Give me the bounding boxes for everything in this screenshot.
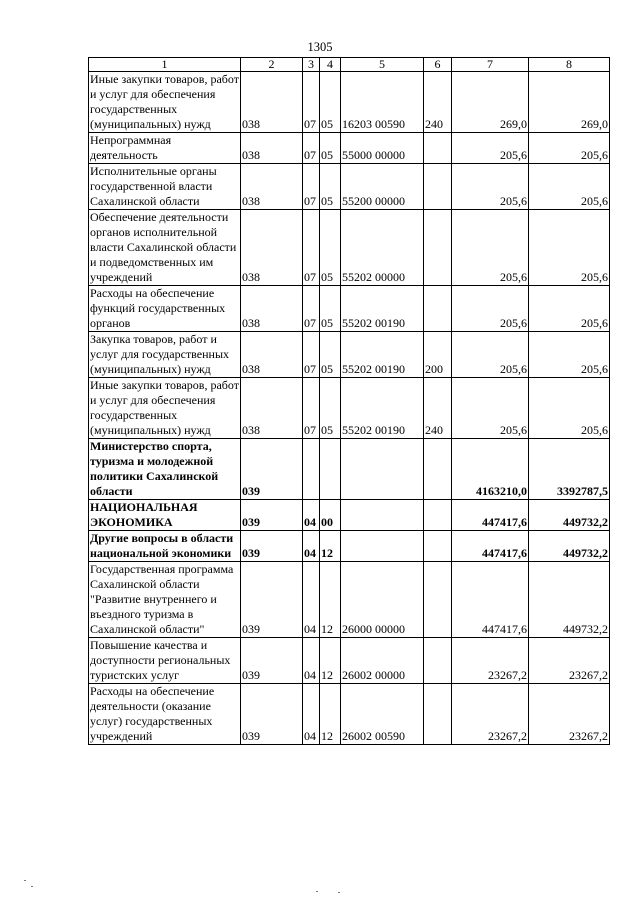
value-col7: 4163210,0: [452, 439, 529, 500]
value-col8: 205,6: [529, 210, 610, 286]
section-code: 07: [303, 332, 320, 378]
target-article: 55000 00000: [341, 133, 424, 164]
expense-kind: [424, 210, 452, 286]
value-col7: 205,6: [452, 164, 529, 210]
ministry-code: 038: [241, 210, 303, 286]
column-header: 5: [341, 58, 424, 72]
column-header: 2: [241, 58, 303, 72]
row-name: Обеспечение деятельности органов исполнительной власти Сахалинской области и подведомственных им учреждений: [89, 210, 241, 286]
section-code: 07: [303, 133, 320, 164]
table-row: [89, 210, 610, 286]
value-col7: 447417,6: [452, 500, 529, 531]
value-col8: 205,6: [529, 164, 610, 210]
table-row: [89, 164, 610, 210]
ministry-code: 038: [241, 133, 303, 164]
column-header: 4: [320, 58, 341, 72]
row-name: Непрограммная деятельность: [89, 133, 241, 164]
table-row: [89, 638, 610, 684]
target-article: 55202 00190: [341, 378, 424, 439]
subsection-code: 12: [320, 531, 341, 562]
row-name: Государственная программа Сахалинской области "Развитие внутреннего и въездного туризма в Сахалинской области": [89, 562, 241, 638]
value-col7: 205,6: [452, 210, 529, 286]
value-col7: 205,6: [452, 378, 529, 439]
ministry-code: 038: [241, 332, 303, 378]
value-col8: 269,0: [529, 72, 610, 133]
value-col8: 205,6: [529, 286, 610, 332]
subsection-code: 05: [320, 72, 341, 133]
section-code: 04: [303, 500, 320, 531]
expense-kind: 200: [424, 332, 452, 378]
table-row: [89, 439, 610, 500]
ministry-code: 038: [241, 286, 303, 332]
target-article: 55202 00000: [341, 210, 424, 286]
value-col7: 205,6: [452, 286, 529, 332]
target-article: 55200 00000: [341, 164, 424, 210]
row-name: Расходы на обеспечение деятельности (оказание услуг) государственных учреждений: [89, 684, 241, 745]
subsection-code: 05: [320, 164, 341, 210]
column-header: 3: [303, 58, 320, 72]
target-article: 26002 00000: [341, 638, 424, 684]
ministry-code: 039: [241, 562, 303, 638]
subsection-code: 05: [320, 378, 341, 439]
budget-table: [88, 57, 610, 745]
value-col8: 449732,2: [529, 531, 610, 562]
section-code: 07: [303, 378, 320, 439]
column-header: 7: [452, 58, 529, 72]
value-col7: 205,6: [452, 133, 529, 164]
subsection-code: 12: [320, 684, 341, 745]
ministry-code: 039: [241, 638, 303, 684]
row-name: Закупка товаров, работ и услуг для государственных (муниципальных) нужд: [89, 332, 241, 378]
target-article: [341, 531, 424, 562]
subsection-code: 05: [320, 133, 341, 164]
value-col7: 447417,6: [452, 562, 529, 638]
table-body: [89, 58, 610, 745]
value-col8: 23267,2: [529, 638, 610, 684]
scan-speck: [31, 886, 33, 887]
expense-kind: [424, 531, 452, 562]
row-name: НАЦИОНАЛЬНАЯ ЭКОНОМИКА: [89, 500, 241, 531]
expense-kind: [424, 164, 452, 210]
value-col7: 23267,2: [452, 684, 529, 745]
table-row: [89, 500, 610, 531]
subsection-code: 05: [320, 210, 341, 286]
section-code: 07: [303, 210, 320, 286]
section-code: 04: [303, 562, 320, 638]
target-article: 26000 00000: [341, 562, 424, 638]
column-header: 8: [529, 58, 610, 72]
expense-kind: [424, 500, 452, 531]
table-row: [89, 531, 610, 562]
value-col7: 447417,6: [452, 531, 529, 562]
expense-kind: [424, 684, 452, 745]
value-col8: 449732,2: [529, 500, 610, 531]
scan-speck: [338, 892, 340, 893]
expense-kind: [424, 638, 452, 684]
value-col8: 449732,2: [529, 562, 610, 638]
table-row: [89, 332, 610, 378]
table-row: [89, 286, 610, 332]
target-article: [341, 439, 424, 500]
expense-kind: [424, 133, 452, 164]
value-col7: 23267,2: [452, 638, 529, 684]
expense-kind: 240: [424, 72, 452, 133]
ministry-code: 039: [241, 684, 303, 745]
ministry-code: 039: [241, 500, 303, 531]
section-code: 07: [303, 286, 320, 332]
section-code: 04: [303, 531, 320, 562]
section-code: 04: [303, 684, 320, 745]
target-article: 55202 00190: [341, 332, 424, 378]
value-col8: 205,6: [529, 133, 610, 164]
value-col7: 205,6: [452, 332, 529, 378]
section-code: 07: [303, 72, 320, 133]
row-name: Иные закупки товаров, работ и услуг для обеспечения государственных (муниципальных) нужд: [90, 72, 239, 131]
ministry-code: 039: [241, 439, 303, 500]
subsection-code: [320, 439, 341, 500]
subsection-code: 05: [320, 332, 341, 378]
subsection-code: 05: [320, 286, 341, 332]
row-name: Исполнительные органы государственной власти Сахалинской области: [89, 164, 241, 210]
target-article: 55202 00190: [341, 286, 424, 332]
scan-speck: [316, 891, 318, 892]
value-col8: 3392787,5: [529, 439, 610, 500]
table-header-row: [89, 58, 610, 72]
expense-kind: [424, 439, 452, 500]
table-row: [89, 72, 610, 133]
subsection-code: 12: [320, 562, 341, 638]
value-col8: 205,6: [529, 378, 610, 439]
expense-kind: 240: [424, 378, 452, 439]
target-article: 16203 00590: [341, 72, 424, 133]
value-col8: 205,6: [529, 332, 610, 378]
table-row: [89, 562, 610, 638]
value-col8: 23267,2: [529, 684, 610, 745]
ministry-code: 039: [241, 531, 303, 562]
row-name: Повышение качества и доступности региональных туристских услуг: [89, 638, 241, 684]
table-row: [89, 378, 610, 439]
subsection-code: 00: [320, 500, 341, 531]
row-name: Иные закупки товаров, работ и услуг для обеспечения государственных (муниципальных) нужд: [90, 378, 239, 437]
target-article: 26002 00590: [341, 684, 424, 745]
row-name: Министерство спорта, туризма и молодежной политики Сахалинской области: [89, 439, 241, 500]
section-code: 04: [303, 638, 320, 684]
row-name: Расходы на обеспечение функций государственных органов: [89, 286, 241, 332]
section-code: [303, 439, 320, 500]
subsection-code: 12: [320, 638, 341, 684]
value-col7: 269,0: [452, 72, 529, 133]
column-header: 6: [424, 58, 452, 72]
table-row: [89, 133, 610, 164]
section-code: 07: [303, 164, 320, 210]
expense-kind: [424, 562, 452, 638]
ministry-code: 038: [241, 72, 303, 133]
column-header: 1: [89, 58, 241, 72]
scan-speck: [24, 880, 26, 881]
ministry-code: 038: [241, 378, 303, 439]
row-name: Другие вопросы в области национальной экономики: [89, 531, 241, 562]
ministry-code: 038: [241, 164, 303, 210]
target-article: [341, 500, 424, 531]
expense-kind: [424, 286, 452, 332]
table-row: [89, 684, 610, 745]
page-number: 1305: [307, 40, 333, 54]
